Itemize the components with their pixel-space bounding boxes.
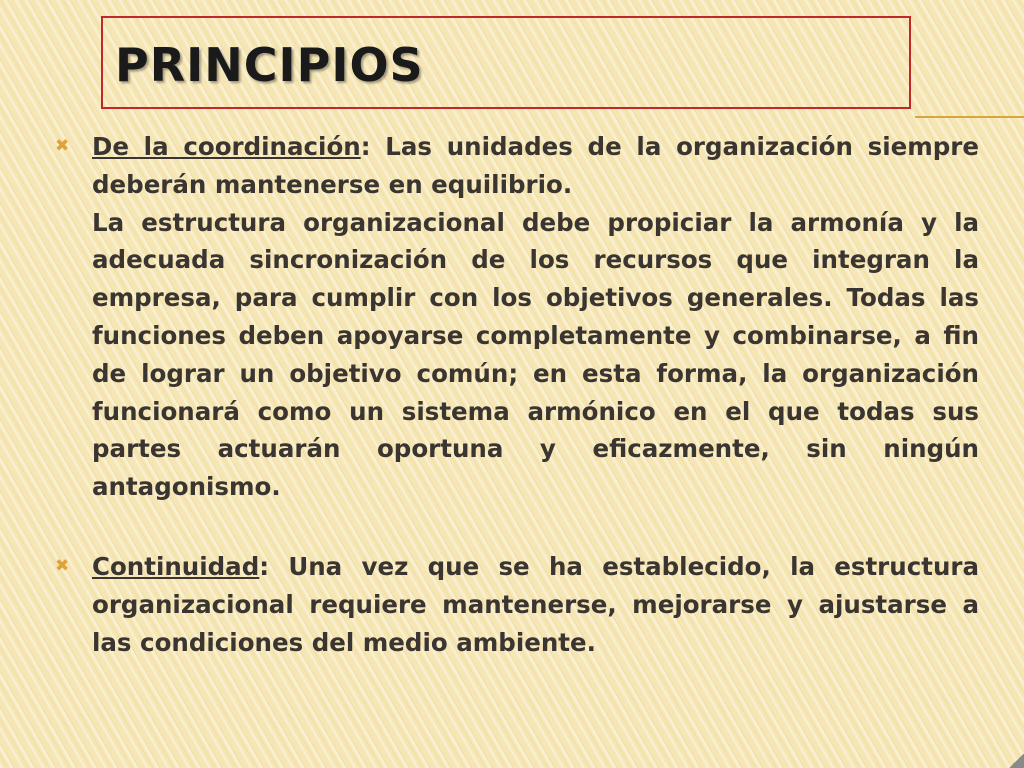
slide-content: [55, 128, 979, 661]
slide-title: PRINCIPIOS: [115, 38, 424, 92]
bullet-x-icon: ✖: [55, 136, 70, 156]
term-separator: :: [360, 132, 386, 161]
intro-continuidad: Una vez que se ha establecido, la estructura organizacional requiere mantenerse, mejorarse y ajustarse a las condiciones del medio ambiente.: [92, 551, 979, 657]
bullet-item-coordinacion: [55, 128, 979, 204]
paragraph-gap: [92, 506, 979, 548]
term-separator: :: [259, 551, 289, 581]
page-corner: [1008, 754, 1024, 768]
term-continuidad: Continuidad: [92, 551, 260, 581]
bullet-item-continuidad: [55, 548, 979, 661]
bullet-x-icon: ✖: [55, 555, 70, 576]
body-coordinacion: La estructura organizacional debe propiciar la armonía y la adecuada sincronización de los recursos que integran la empresa, para cumplir con los objetivos generales. Todas las funciones deben apoyarse completamente y combinarse, a fin de lograr un objetivo común; en esta forma, la organización funcionará como un sistema armónico en el que todas sus partes actuarán oportuna y eficazmente, sin ningún antagonismo.: [92, 207, 979, 502]
intro-coordinacion: Las unidades de la organización siempre deberán mantenerse en equilibrio.: [92, 132, 979, 199]
term-coordinacion: De la coordinación: [92, 132, 361, 161]
accent-rule: [915, 116, 1024, 118]
title-box: [101, 16, 911, 109]
